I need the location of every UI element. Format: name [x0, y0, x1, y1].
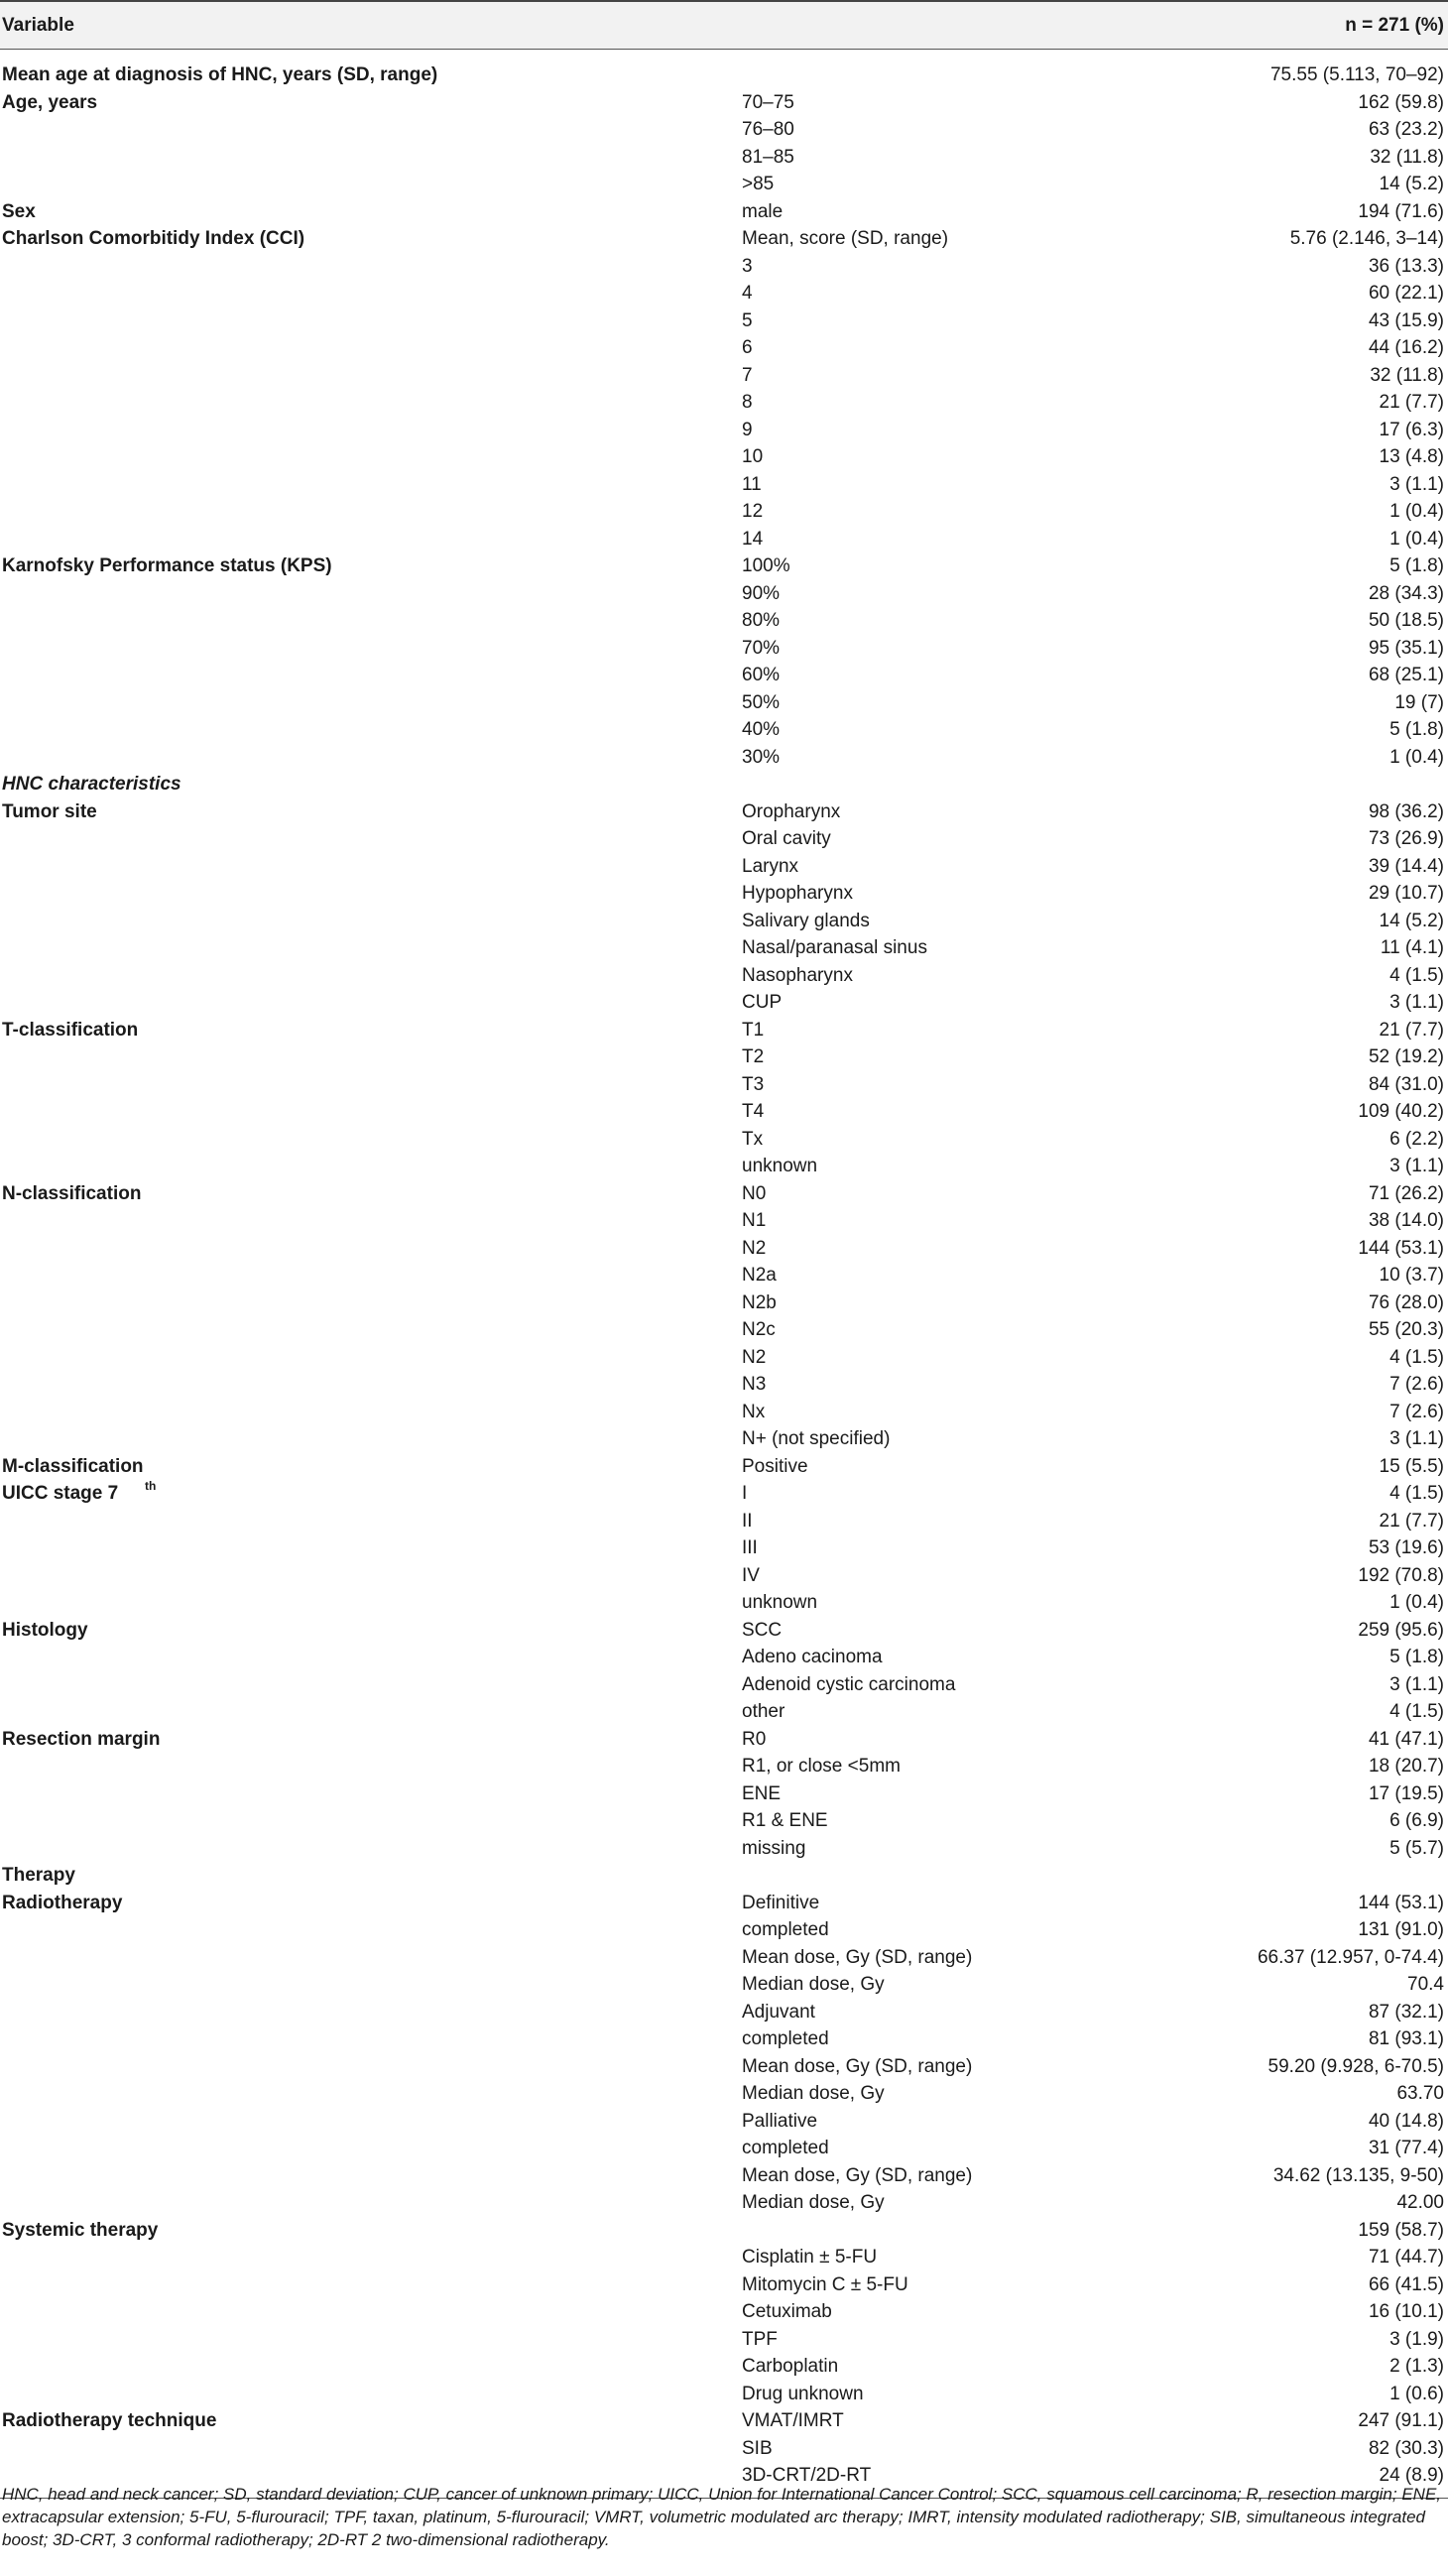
- row-value: 41 (47.1): [1368, 1728, 1444, 1750]
- table-row: [0, 1126, 1448, 1154]
- row-value: 60 (22.1): [1368, 283, 1444, 304]
- row-value: 14 (5.2): [1379, 174, 1444, 194]
- row-category: II: [742, 1510, 753, 1532]
- row-category: Median dose, Gy: [742, 2083, 885, 2104]
- row-category: 7: [742, 364, 753, 386]
- row-category: 5: [742, 309, 753, 331]
- row-value: 28 (34.3): [1368, 582, 1444, 604]
- table-row: [0, 144, 1448, 172]
- table-row: [0, 2108, 1448, 2136]
- row-value: 34.62 (13.135, 9-50): [1272, 2164, 1444, 2186]
- table-row: [0, 417, 1448, 444]
- row-category: TPF: [742, 2328, 778, 2350]
- row-value: 43 (15.9): [1368, 309, 1444, 331]
- table-row: UICC stage 7 th I 4 (1.5): [0, 1480, 1448, 1508]
- row-category: 9: [742, 419, 753, 440]
- row-value: 44 (16.2): [1368, 337, 1444, 358]
- row-category: Mitomycin C ± 5-FU: [742, 2273, 908, 2295]
- row-variable: HNC characteristics: [2, 774, 181, 795]
- row-category: 60%: [742, 665, 781, 685]
- table-row: [0, 2381, 1448, 2408]
- row-category: 4: [742, 283, 753, 304]
- row-value: 38 (14.0): [1368, 1210, 1444, 1231]
- row-value: 16 (10.1): [1368, 2301, 1444, 2322]
- row-category: completed: [742, 2028, 829, 2049]
- row-category: completed: [742, 1919, 829, 1940]
- row-value: 29 (10.7): [1368, 883, 1444, 904]
- row-category: R0: [742, 1728, 767, 1750]
- row-category: N0: [742, 1182, 767, 1204]
- row-category: N2: [742, 1346, 767, 1368]
- row-category: N2a: [742, 1265, 777, 1286]
- row-category: Adenoid cystic carcinoma: [742, 1673, 956, 1695]
- row-category: male: [742, 200, 784, 222]
- row-value: 3 (1.1): [1389, 992, 1444, 1013]
- row-category: missing: [742, 1837, 806, 1859]
- table-row: [0, 1262, 1448, 1289]
- row-category: N3: [742, 1374, 767, 1395]
- table-row: [0, 1071, 1448, 1099]
- row-category: Nx: [742, 1401, 766, 1422]
- row-value: 76 (28.0): [1368, 1291, 1444, 1313]
- table-row: [0, 825, 1448, 853]
- row-value: 18 (20.7): [1368, 1756, 1444, 1777]
- row-value: 50 (18.5): [1368, 610, 1444, 631]
- row-category: Palliative: [742, 2110, 818, 2132]
- row-category: Median dose, Gy: [742, 1974, 885, 1995]
- table-row: [0, 580, 1448, 608]
- row-variable: Tumor site: [2, 800, 97, 822]
- table-row: [0, 61, 1448, 89]
- table-row: [0, 1399, 1448, 1426]
- table-row: [0, 1671, 1448, 1699]
- row-category: Cetuximab: [742, 2301, 832, 2322]
- table-row: [0, 2217, 1448, 2245]
- table-row: [0, 1862, 1448, 1890]
- row-value: 71 (44.7): [1368, 2247, 1444, 2268]
- row-category: 81–85: [742, 146, 794, 168]
- row-category: Larynx: [742, 855, 799, 877]
- table-row: [0, 89, 1448, 117]
- row-category: CUP: [742, 992, 783, 1013]
- row-value: 109 (40.2): [1358, 1101, 1444, 1122]
- row-category: IV: [742, 1564, 760, 1586]
- table-row: [0, 1098, 1448, 1126]
- table-row: [0, 1289, 1448, 1317]
- table-row: [0, 716, 1448, 744]
- table-row: [0, 1180, 1448, 1208]
- row-category: Carboplatin: [742, 2356, 839, 2377]
- row-category: Mean, score (SD, range): [742, 228, 949, 249]
- table-row: [0, 1944, 1448, 1972]
- row-value: 5.76 (2.146, 3–14): [1289, 228, 1444, 249]
- table-row: [0, 1617, 1448, 1645]
- table-row: [0, 1508, 1448, 1535]
- row-value: 31 (77.4): [1368, 2138, 1444, 2158]
- table-row: [0, 880, 1448, 908]
- table-row: [0, 1753, 1448, 1780]
- row-category: ENE: [742, 1782, 782, 1804]
- row-category: T1: [742, 1019, 765, 1041]
- row-category: Tx: [742, 1128, 764, 1150]
- row-category: SIB: [742, 2437, 773, 2459]
- row-variable: M-classification: [2, 1455, 144, 1477]
- row-category: 6: [742, 337, 753, 358]
- table-row: [0, 689, 1448, 717]
- row-value: 7 (2.6): [1389, 1401, 1444, 1422]
- row-category: 76–80: [742, 119, 794, 140]
- row-category: 80%: [742, 610, 781, 631]
- table-row: [0, 2053, 1448, 2081]
- row-value: 10 (3.7): [1379, 1265, 1444, 1286]
- row-category: Cisplatin ± 5-FU: [742, 2247, 878, 2268]
- row-value: 19 (7): [1394, 691, 1444, 713]
- row-category: Hypopharynx: [742, 883, 853, 904]
- table-row: [0, 362, 1448, 390]
- row-value: 2 (1.3): [1389, 2356, 1444, 2377]
- row-category: 10: [742, 446, 764, 467]
- row-variable: Systemic therapy: [2, 2219, 159, 2241]
- table-row: [0, 526, 1448, 553]
- row-value: 1 (0.4): [1389, 501, 1444, 522]
- row-category: Drug unknown: [742, 2383, 864, 2404]
- row-category: Oral cavity: [742, 828, 831, 849]
- table-row: [0, 1344, 1448, 1372]
- row-value: 53 (19.6): [1368, 1537, 1444, 1558]
- row-value: 14 (5.2): [1379, 910, 1444, 931]
- row-variable: Age, years: [2, 91, 98, 113]
- row-value: 3 (1.9): [1389, 2328, 1444, 2350]
- row-category: N2b: [742, 1291, 777, 1313]
- row-value: 95 (35.1): [1368, 637, 1444, 659]
- table-row: [0, 1807, 1448, 1835]
- row-value: 68 (25.1): [1368, 665, 1444, 685]
- row-value: 3 (1.1): [1389, 1673, 1444, 1695]
- row-value: 4 (1.5): [1389, 964, 1444, 986]
- table-row: [0, 2189, 1448, 2217]
- table-row: [0, 1835, 1448, 1863]
- row-value: 247 (91.1): [1358, 2410, 1444, 2431]
- table-row: [0, 1589, 1448, 1617]
- row-category: VMAT/IMRT: [742, 2410, 844, 2431]
- row-value: 40 (14.8): [1368, 2110, 1444, 2132]
- row-value: 11 (4.1): [1380, 937, 1444, 958]
- row-value: 63.70: [1396, 2083, 1444, 2104]
- row-variable: Charlson Comorbitidy Index (CCI): [2, 228, 305, 249]
- table-row: [0, 908, 1448, 935]
- table-row: [0, 2244, 1448, 2271]
- row-category: 90%: [742, 582, 781, 604]
- row-category: Mean dose, Gy (SD, range): [742, 1946, 973, 1968]
- table-row: [0, 1235, 1448, 1263]
- table-row: [0, 1726, 1448, 1754]
- table-row: [0, 2353, 1448, 2381]
- row-value: 1 (0.4): [1389, 746, 1444, 768]
- row-value: 17 (6.3): [1379, 419, 1444, 440]
- row-variable: N-classification: [2, 1182, 142, 1204]
- table-footnote: HNC, head and neck cancer; SD, standard deviation; CUP, cancer of unknown primary; UICC, Union for International Cancer Control; SCC, squamous cell carcinoma; R, resection margin; ENE, extracapsular extension; 5-FU, 5-flurouracil; TPF, taxan, platinum, 5-flurouracil; VMRT, volumetric modulated arc therapy; IMRT, intensity modulated radiotherapy; SIB, simultaneous integrated boost; 3D-CRT, 3 conformal radiotherapy; 2D-RT 2 two-dimensional radiotherapy.: [2, 2485, 1442, 2549]
- row-value: 4 (1.5): [1389, 1346, 1444, 1368]
- row-category: N+ (not specified): [742, 1428, 891, 1449]
- row-value: 63 (23.2): [1368, 119, 1444, 140]
- row-value: 52 (19.2): [1368, 1046, 1444, 1067]
- table-row: [0, 2298, 1448, 2326]
- table-row: [0, 1534, 1448, 1562]
- row-category: Mean dose, Gy (SD, range): [742, 2055, 973, 2077]
- table-row: [0, 1644, 1448, 1671]
- row-value: 42.00: [1396, 2192, 1444, 2213]
- table-row: [0, 1999, 1448, 2026]
- row-value: 81 (93.1): [1368, 2028, 1444, 2049]
- table-row: [0, 2271, 1448, 2299]
- row-category: >85: [742, 174, 775, 194]
- row-value: 259 (95.6): [1358, 1619, 1444, 1641]
- table-row: [0, 552, 1448, 580]
- row-category: Oropharynx: [742, 800, 841, 822]
- row-variable: Resection margin: [2, 1728, 161, 1750]
- table-row: [0, 662, 1448, 689]
- row-category: 70–75: [742, 91, 794, 113]
- table-row: [0, 2326, 1448, 2354]
- table-header: [0, 0, 1448, 50]
- row-category: N2c: [742, 1319, 776, 1340]
- table-row: [0, 2025, 1448, 2053]
- row-value: 75.55 (5.113, 70–92): [1269, 64, 1444, 85]
- table-row: [0, 171, 1448, 198]
- header-n: n = 271 (%): [1345, 15, 1444, 36]
- row-value: 5 (1.8): [1389, 555, 1444, 576]
- table-row: [0, 853, 1448, 881]
- table-row: [0, 607, 1448, 635]
- table-row: [0, 1890, 1448, 1917]
- row-value: 144 (53.1): [1358, 1892, 1444, 1913]
- row-value: 66 (41.5): [1368, 2273, 1444, 2295]
- row-value: 70.4: [1407, 1974, 1444, 1995]
- row-value: 66.37 (12.957, 0-74.4): [1257, 1946, 1444, 1968]
- row-category: Median dose, Gy: [742, 2192, 885, 2213]
- row-value: 59.20 (9.928, 6-70.5): [1267, 2055, 1444, 2077]
- row-category: 8: [742, 392, 753, 413]
- row-category: Salivary glands: [742, 910, 870, 931]
- row-value: 82 (30.3): [1368, 2437, 1444, 2459]
- row-category: Nasopharynx: [742, 964, 853, 986]
- table-row: [0, 635, 1448, 663]
- row-category: completed: [742, 2138, 829, 2158]
- table-row: [0, 2080, 1448, 2108]
- row-category: Nasal/paranasal sinus: [742, 937, 927, 958]
- table-row: [0, 989, 1448, 1017]
- row-category: Adjuvant: [742, 2001, 815, 2023]
- row-category: 3: [742, 255, 753, 277]
- row-value: 7 (2.6): [1389, 1374, 1444, 1395]
- row-value: 15 (5.5): [1379, 1455, 1444, 1477]
- row-value: 21 (7.7): [1379, 1019, 1444, 1041]
- table-row: [0, 771, 1448, 798]
- row-value: 3 (1.1): [1389, 473, 1444, 495]
- table-row: [0, 1971, 1448, 1999]
- row-value: 192 (70.8): [1358, 1564, 1444, 1586]
- table-row: [0, 798, 1448, 826]
- row-category: other: [742, 1701, 785, 1722]
- row-category: 100%: [742, 555, 790, 576]
- table-row: [0, 1371, 1448, 1399]
- row-value: 4 (1.5): [1389, 1701, 1444, 1722]
- table-row: [0, 498, 1448, 526]
- row-variable: Sex: [2, 200, 36, 222]
- row-variable: Therapy: [2, 1865, 75, 1886]
- table-row: [0, 253, 1448, 281]
- row-category: 70%: [742, 637, 781, 659]
- row-value: 98 (36.2): [1368, 800, 1444, 822]
- table-row: [0, 116, 1448, 144]
- row-category: Definitive: [742, 1892, 820, 1913]
- row-value: 3 (1.1): [1389, 1428, 1444, 1449]
- table-row: [0, 1425, 1448, 1453]
- table-row: [0, 2435, 1448, 2463]
- row-value: 73 (26.9): [1368, 828, 1444, 849]
- row-value: 17 (19.5): [1368, 1782, 1444, 1804]
- row-category: Positive: [742, 1455, 808, 1477]
- row-value: 162 (59.8): [1358, 91, 1444, 113]
- row-value: 1 (0.6): [1389, 2383, 1444, 2404]
- table-row: [0, 334, 1448, 362]
- row-value: 13 (4.8): [1379, 446, 1444, 467]
- table-row: [0, 1207, 1448, 1235]
- row-category: R1, or close <5mm: [742, 1756, 901, 1777]
- row-value: 5 (5.7): [1389, 1837, 1444, 1859]
- row-value: 4 (1.5): [1389, 1483, 1444, 1504]
- row-value: 21 (7.7): [1379, 392, 1444, 413]
- row-variable: Radiotherapy: [2, 1892, 123, 1913]
- table-row: [0, 443, 1448, 471]
- row-category: 3D-CRT/2D-RT: [742, 2465, 872, 2486]
- row-value: 71 (26.2): [1368, 1182, 1444, 1204]
- row-value: 1 (0.4): [1389, 528, 1444, 550]
- table-row: [0, 1916, 1448, 1944]
- row-value: 32 (11.8): [1370, 146, 1444, 168]
- row-category: III: [742, 1537, 758, 1558]
- row-category: R1 & ENE: [742, 1810, 828, 1831]
- row-variable: Mean age at diagnosis of HNC, years (SD, range): [2, 64, 438, 85]
- row-category: 11: [742, 473, 762, 495]
- row-value: 159 (58.7): [1358, 2219, 1444, 2241]
- row-variable: UICC stage 7: [2, 1483, 119, 1504]
- row-value: 84 (31.0): [1368, 1073, 1444, 1095]
- row-category: 50%: [742, 691, 781, 713]
- table-row: [0, 1698, 1448, 1726]
- row-category: T2: [742, 1046, 765, 1067]
- row-value: 144 (53.1): [1358, 1237, 1444, 1259]
- row-value: 21 (7.7): [1379, 1510, 1444, 1532]
- table-row: [0, 307, 1448, 335]
- table-row: [0, 934, 1448, 962]
- row-value: 194 (71.6): [1358, 200, 1444, 222]
- table-row: [0, 962, 1448, 990]
- row-category: N1: [742, 1210, 767, 1231]
- row-category: Adeno cacinoma: [742, 1647, 883, 1667]
- table-row: [0, 1316, 1448, 1344]
- row-value: 5 (1.8): [1389, 719, 1444, 740]
- table-row: [0, 744, 1448, 772]
- row-value: 24 (8.9): [1379, 2465, 1444, 2486]
- row-category: 40%: [742, 719, 781, 740]
- row-value: 131 (91.0): [1358, 1919, 1444, 1940]
- row-category: T3: [742, 1073, 765, 1095]
- table-row: [0, 1453, 1448, 1481]
- row-category: 14: [742, 528, 764, 550]
- row-value: 39 (14.4): [1368, 855, 1444, 877]
- table-row: [0, 1153, 1448, 1180]
- table-row: [0, 280, 1448, 307]
- table-row: [0, 1043, 1448, 1071]
- table-row: [0, 198, 1448, 226]
- row-value: 6 (6.9): [1389, 1810, 1444, 1831]
- row-value: 36 (13.3): [1368, 255, 1444, 277]
- row-variable: T-classification: [2, 1019, 139, 1041]
- row-variable: Histology: [2, 1619, 88, 1641]
- table-row: [0, 1562, 1448, 1590]
- row-value: 55 (20.3): [1368, 1319, 1444, 1340]
- row-category: Mean dose, Gy (SD, range): [742, 2164, 973, 2186]
- table-row: [0, 1017, 1448, 1044]
- header-variable: Variable: [2, 15, 74, 36]
- row-value: 1 (0.4): [1389, 1592, 1444, 1613]
- row-variable: Karnofsky Performance status (KPS): [2, 555, 332, 576]
- row-category: 30%: [742, 746, 781, 768]
- row-value: 5 (1.8): [1389, 1647, 1444, 1667]
- row-category: N2: [742, 1237, 767, 1259]
- table-row: [0, 1780, 1448, 1808]
- table-row: [0, 225, 1448, 253]
- row-category: SCC: [742, 1619, 783, 1641]
- row-value: 3 (1.1): [1389, 1156, 1444, 1176]
- row-category: T4: [742, 1101, 765, 1122]
- row-category: 12: [742, 501, 764, 522]
- table-row: [0, 389, 1448, 417]
- table-row: [0, 2407, 1448, 2435]
- table-row: [0, 2135, 1448, 2162]
- row-variable: Radiotherapy technique: [2, 2410, 217, 2431]
- row-value: 32 (11.8): [1370, 364, 1444, 386]
- row-category: unknown: [742, 1592, 818, 1613]
- row-category: unknown: [742, 1156, 818, 1176]
- table-row: [0, 2162, 1448, 2190]
- table-row: [0, 471, 1448, 499]
- row-value: 6 (2.2): [1389, 1128, 1444, 1150]
- row-category: I: [742, 1483, 748, 1504]
- row-value: 87 (32.1): [1368, 2001, 1444, 2023]
